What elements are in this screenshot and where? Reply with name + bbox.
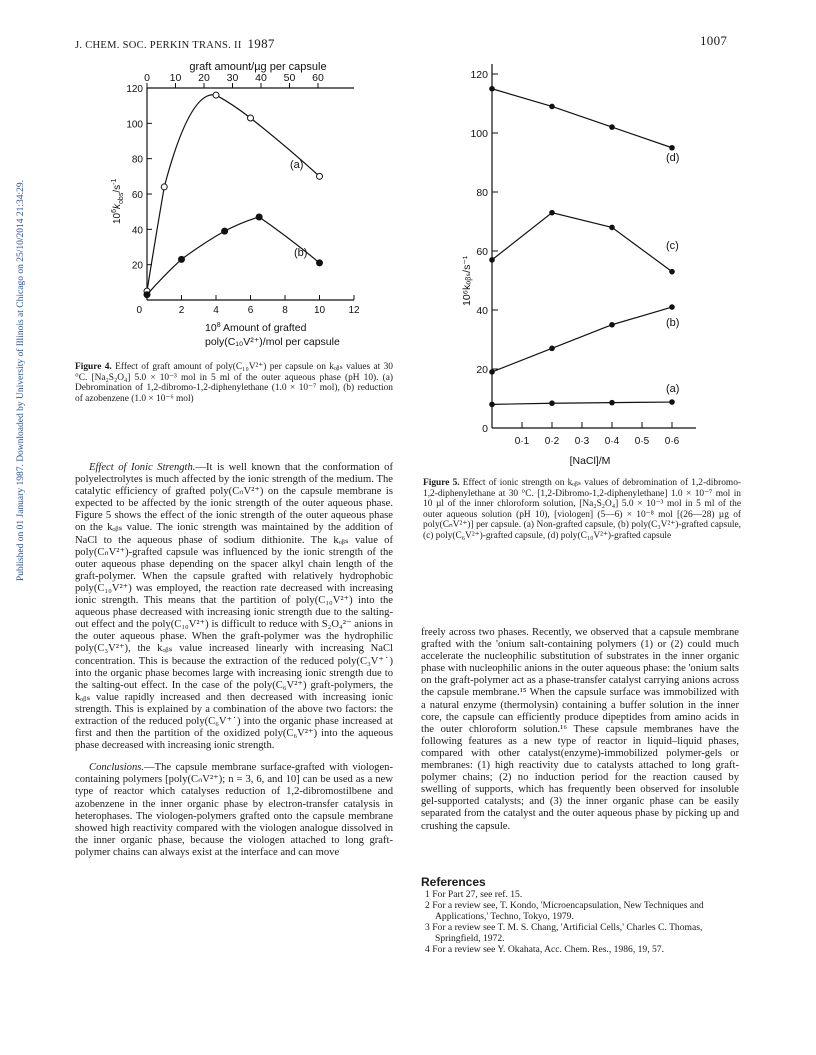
fig5-point-c <box>549 210 555 216</box>
fig4-top-tick-label: 40 <box>255 72 267 84</box>
fig4-point-a <box>317 173 323 179</box>
fig4-top-tick-label: 50 <box>283 72 296 84</box>
reference-item: 2 For a review see, T. Kondo, 'Microencapsulation, New Techniques and Applications,' Techno, Tokyo, 1979. <box>425 900 704 922</box>
fig5-y-tick-label: 60 <box>476 246 488 258</box>
figure-5-chart <box>460 56 700 476</box>
references-section <box>421 875 739 955</box>
fig4-series-label-a: (a) <box>290 159 304 171</box>
left-column <box>75 462 393 859</box>
references-list <box>421 889 739 955</box>
fig5-x-tick-label: 0·3 <box>574 436 590 447</box>
svg-text:106kobs/s-1: $10^6k_{obs}/s^{-1}$ <box>111 178 125 224</box>
fig4-y-tick-label: 120 <box>126 84 143 95</box>
fig5-point-c <box>669 269 675 275</box>
fig4-top-axis-label: graft amount/µg per capsule <box>189 61 327 73</box>
fig5-point-d <box>549 104 555 110</box>
fig5-point-b <box>609 322 615 328</box>
fig4-origin-label: 0 <box>136 305 142 316</box>
paragraph-continued: freely across two phases. Recently, we observed that a capsule membrane grafted with the 'onium salt-containing polymers (1) or (2) could much accelerate the nucleophilic substitution of substrates in the inner organic phase with nucleophilic anions in the outer aqueous phase: the 'onium salts on the graft-polymer act as a phase-transfer catalyst carrying anions across the capsule membrane.¹⁵ When the capsule surface was immobilized with a natural enzyme (thermolysin) containing a buffer solution in the inner core, the capsule can efficiently produce dipeptides from amino acids in the outer chloroform solution.¹⁶ These capsule membranes have the following features as a new type of reactor in liquid–liquid phases, compared with other catalyst(enzyme)-immobilized polymer-gels or membranes: (1) high reactivity due to catalysts attached to long graft-polymer chains; (2) no induction period for the reaction caused by swelling of supports, which has frequently been observed for insoluble gel-supported catalysts; and (3) the inner organic phase can be easily separated from the catalyst and the outer aqueous phase by picking up and crushing the capsule. <box>421 627 739 832</box>
fig4-y-tick-label: 80 <box>131 154 143 166</box>
fig5-series-label-a: (a) <box>666 383 680 395</box>
fig5-point-a <box>489 402 495 408</box>
paragraph-conclusions: Conclusions.—The capsule membrane surface-grafted with viologen-containing polymers [poly(CₙV²⁺); n = 3, 6, and 10] can be used as a new type of reactor which catalyses reduction of 1,2-dibromostilbene and azobenzene in the inner organic phase by electron-transfer catalysis in heterophases. The viologen-polymers grafted onto the capsule membrane showed high reactivity compared with the viologen analogue dissolved in the inner organic phase, because the viologen attached to long graft-polymer chains can always exist at the interface and can move <box>75 762 393 858</box>
reference-item: 1 For Part 27, see ref. 15. <box>425 889 523 900</box>
fig4-y-tick-label: 40 <box>131 225 143 237</box>
section-title-conclusions: Conclusions. <box>89 762 145 774</box>
fig4-point-a <box>213 92 219 98</box>
fig5-point-d <box>609 124 615 130</box>
fig4-y-tick-label: 100 <box>126 119 143 131</box>
fig5-point-c <box>489 257 495 263</box>
fig5-point-b <box>669 304 675 310</box>
running-header <box>75 36 275 52</box>
fig4-x-tick-label: 2 <box>178 305 185 316</box>
reference-item: 3 For a review see T. M. S. Chang, 'Artificial Cells,' Charles C. Thomas, Springfield, 1972. <box>425 922 703 944</box>
fig4-x-axis-label-2: poly(C₁₀V²⁺)/mol per capsule <box>205 336 340 348</box>
fig5-series-line-c <box>492 213 672 272</box>
fig5-point-b <box>489 369 495 375</box>
fig4-top-tick-label: 20 <box>198 72 210 84</box>
fig4-x-axis-label-1: $10^8$ Amount of grafted <box>205 322 307 334</box>
fig5-series-label-b: (b) <box>666 317 680 329</box>
fig5-y-tick-label: 80 <box>476 187 488 199</box>
fig5-y-axis-label: 10⁶kₒᵦₛ/s⁻¹ <box>461 255 473 306</box>
fig5-point-d <box>489 86 495 92</box>
fig5-y-tick-label: 100 <box>470 128 488 140</box>
fig4-y-tick-label: 60 <box>131 190 143 201</box>
fig5-point-b <box>549 346 555 352</box>
fig5-y-tick-label: 20 <box>476 364 488 376</box>
fig4-x-tick-label: 4 <box>213 305 219 316</box>
fig5-series-label-c: (c) <box>666 240 679 252</box>
journal-name: J. CHEM. SOC. PERKIN TRANS. II <box>75 40 242 51</box>
fig5-x-tick-label: 0·6 <box>664 436 680 447</box>
fig5-x-tick-label: 0·2 <box>544 436 560 447</box>
fig5-point-d <box>669 145 675 151</box>
fig4-point-a <box>161 184 167 190</box>
fig5-point-a <box>609 400 615 406</box>
fig4-point-b <box>144 292 150 298</box>
fig4-series-line-a <box>147 95 320 291</box>
fig4-point-b <box>317 260 323 266</box>
fig4-top-tick-label: 0 <box>144 72 150 84</box>
fig4-top-tick-label: 60 <box>312 72 324 84</box>
fig5-x-tick-label: 0·4 <box>604 436 620 447</box>
fig5-series-line-b <box>492 307 672 372</box>
fig5-x-axis-label: [NaCl]/M <box>569 455 611 467</box>
fig5-series-label-d: (d) <box>666 152 680 164</box>
fig5-x-tick-label: 0·5 <box>634 436 650 447</box>
fig5-point-c <box>609 225 615 231</box>
reference-item: 4 For a review see Y. Okahata, Acc. Chem. Res., 1986, 19, 57. <box>425 944 664 955</box>
fig4-y-tick-label: 20 <box>131 260 143 272</box>
fig4-y-axis-label <box>111 179 125 224</box>
page-number: 1007 <box>700 33 728 48</box>
fig5-point-a <box>549 400 555 406</box>
fig4-x-tick-label: 6 <box>247 305 254 316</box>
right-column <box>421 627 739 833</box>
fig4-top-tick-label: 10 <box>169 72 182 84</box>
fig5-series-line-d <box>492 89 672 148</box>
fig5-y-tick-label: 120 <box>470 69 488 81</box>
fig5-x-tick-label: 0·1 <box>514 436 530 447</box>
figure-4-chart <box>90 56 380 356</box>
download-notice: Published on 01 January 1987. Downloaded by University of Illinois at Chicago on 25/10/2014 21:34:29. <box>16 180 26 582</box>
fig5-series-line-a <box>492 402 672 404</box>
fig4-x-tick-label: 8 <box>282 305 288 316</box>
fig4-point-a <box>248 115 254 121</box>
section-title-ionic-strength: Effect of Ionic Strength. <box>89 462 196 473</box>
fig4-x-tick-label: 10 <box>313 305 326 316</box>
journal-year: 1987 <box>247 36 275 51</box>
fig5-y-tick-label: 0 <box>482 423 488 435</box>
fig4-x-tick-label: 12 <box>348 305 360 316</box>
fig4-top-tick-label: 30 <box>226 72 239 84</box>
fig5-y-tick-label: 40 <box>476 305 488 317</box>
fig5-point-a <box>669 399 675 405</box>
fig4-series-label-b: (b) <box>294 247 308 259</box>
fig4-point-b <box>179 256 185 262</box>
figure-4-caption: Figure 4. Effect of graft amount of poly(C₁₀V²⁺) per capsule on kₒᵦₛ values at 30 °C. [Na₂S₂O₄] 5.0 × 10⁻³ mol in 5 ml of the outer aqueous phase (pH 10). (a) Debromination of 1,2-dibromo-1,2-diphenylethane (1.0 × 10⁻⁷ mol), (b) reduction of azobenzene (1.0 × 10⁻⁶ mol) <box>75 362 393 404</box>
fig4-point-b <box>222 228 228 234</box>
figure-5-caption: Figure 5. Effect of ionic strength on kₒᵦₛ values of debromination of 1,2-dibromo-1,2-diphenylethane at 30 °C. [1,2-Dibromo-1,2-diphenylethane] 1.0 × 10⁻⁷ mol in 10 µl of the inner chloroform solution, [Na₂S₂O₄] 5.0 × 10⁻³ mol in 5 ml of the outer aqueous solution (pH 10), [viologen] (5—6) × 10⁻⁸ mol [(26—28) µg of poly(CₙV²⁺)] per capsule. (a) Non-grafted capsule, (b) poly(C₃V²⁺)-grafted capsule, (c) poly(C₆V²⁺)-grafted capsule, (d) poly(C₁₀V²⁺)-grafted capsule <box>423 478 742 541</box>
references-title: References <box>421 875 486 889</box>
fig4-point-b <box>256 214 262 220</box>
paragraph-ionic-strength: Effect of Ionic Strength.—It is well known that the conformation of polyelectrolytes is much affected by the ionic strength of the medium. The catalytic efficiency of grafted poly(CₙV²⁺) on the capsule membrane is expected to be affected by the ionic strength of the outer aqueous phase. Figure 5 shows the effect of the ionic strength of the outer aqueous phase on the kₒᵦₛ value. The ionic strength was maintained by the addition of NaCl to the aqueous phase of sodium dithionite. The kₒᵦₛ value of poly(CₙV²⁺)-grafted capsule was influenced by the ionic strength of the outer aqueous phase depending on the spacer alkyl chain length of the graft-polymer. When the capsule grafted with relatively hydrophobic poly(C₁₀V²⁺) was employed, the reaction rate decreased with increasing ionic strength. This means that the partition of poly(C₁₀V²⁺) into the aqueous phase decreased with increasing ionic strength due to the salting-out effect and the poly(C₁₀V²⁺) is difficult to reduce with S₂O₄²⁻ anions in the outer aqueous phase. When the graft-polymer was the hydrophilic poly(C₃V²⁺), the kₒᵦₛ value increased linearly with increasing NaCl concentration. This is because the extraction of the reduced poly(C₃V⁺˙) into the organic phase becomes large with increasing ionic strength due to the salting-out effect. In the case of the poly(C₆V²⁺) graft-polymers, the kₒᵦₛ value rapidly increased and then decreased with increasing ionic strength. This is explained by a combination of the above two factors: the extraction of the reduced poly(C₆V⁺˙) into the organic phase increased at first and then the partition of the oxidized poly(C₆V²⁺) into the aqueous phase decreased with increasing ionic strength. <box>75 462 393 752</box>
